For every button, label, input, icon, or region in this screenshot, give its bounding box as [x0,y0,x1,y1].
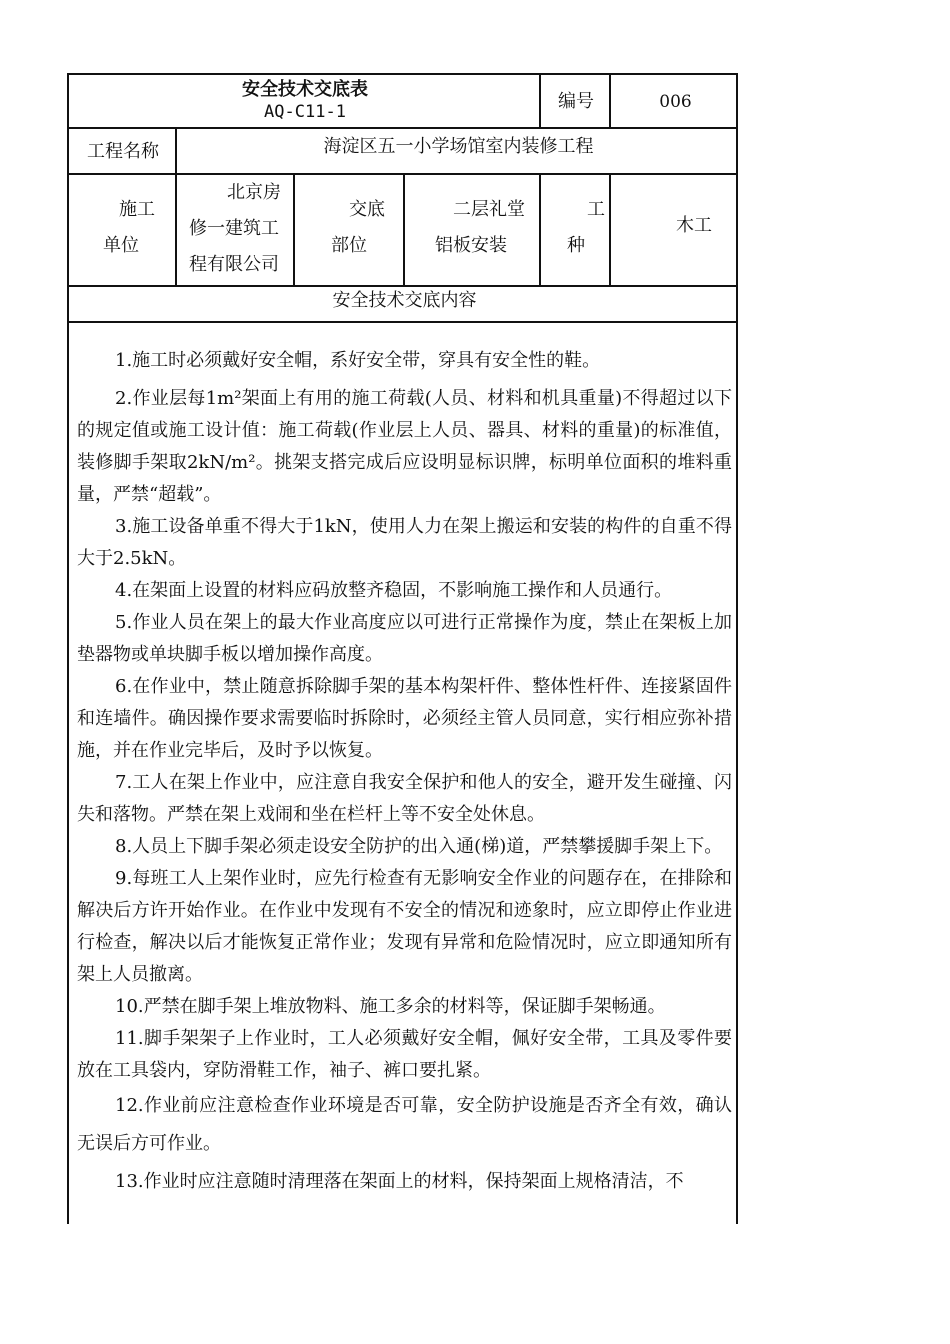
content-item: 11.脚手架架子上作业时，工人必须戴好安全帽，佩好安全带，工具及零件要放在工具袋内，穿防滑鞋工作，袖子、裤口要扎紧。 [77,1028,732,1081]
value-line: 北京房 [227,182,281,203]
content-item: 13.作业时应注意随时清理落在架面上的材料，保持架面上规格清洁，不 [115,1171,684,1192]
label-line: 单位 [103,235,139,256]
content-item: 9.每班工人上架作业时，应先行检查有无影响安全作业的问题存在，在排除和解决后方许开始作业。在作业中发现有不安全的情况和迹象时，应立即停止作业进行检查，解决以后才能恢复正常作业；发现有异常和危险情况时，应立即通知所有架上人员撤离。 [77,868,732,985]
content-item: 6.在作业中，禁止随意拆除脚手架的基本构架杆件、整体性杆件、连接紧固件和连墙件。确因操作要求需要临时拆除时，必须经主管人员同意，实行相应弥补措施，并在作业完毕后，及时予以恢复。 [77,676,732,761]
work-type-label [541,175,611,287]
label-line: 施工 [119,199,155,220]
content-item: 12.作业前应注意检查作业环境是否可靠，安全防护设施是否齐全有效，确认无误后方可作业。 [77,1095,732,1154]
content-item: 2.作业层每1m²架面上有用的施工荷载(人员、材料和机具重量)不得超过以下的规定值或施工设计值：施工荷载(作业层上人员、器具、材料的重量)的标准值，装修脚手架取2kN/m²。挑架支搭完成后应设明显标识牌，标明单位面积的堆料重量，严禁“超载”。 [77,388,732,505]
content-item: 1.施工时必须戴好安全帽，系好安全带，穿具有安全性的鞋。 [115,350,601,371]
construction-unit-value [177,175,295,287]
value-line: 程有限公司 [189,254,279,275]
briefing-part-value [405,175,541,287]
content-body [77,345,732,1198]
value-line: 铝板安装 [435,235,507,256]
form-title [69,75,541,129]
project-name-value: 海淀区五一小学场馆室内装修工程 [323,136,594,157]
safety-briefing-form [67,73,738,1224]
content-item: 7.工人在架上作业中，应注意自我安全保护和他人的安全，避开发生碰撞、闪失和落物。严禁在架上戏闹和坐在栏杆上等不安全处休息。 [77,772,732,825]
project-name-label: 工程名称 [87,141,159,162]
content-item: 4.在架面上设置的材料应码放整齐稳固，不影响施工操作和人员通行。 [115,580,673,601]
label-line: 工 [587,199,605,220]
content-item: 8.人员上下脚手架必须走设安全防护的出入通(梯)道，严禁攀援脚手架上下。 [115,836,723,857]
construction-unit-label [69,175,177,287]
number-value: 006 [659,92,692,112]
number-label: 编号 [558,91,594,112]
content-item: 5.作业人员在架上的最大作业高度应以可进行正常操作为度，禁止在架板上加垫器物或单块脚手板以增加操作高度。 [77,612,732,665]
label-line: 交底 [349,199,385,220]
value-line: 二层礼堂 [453,199,525,220]
form-title-text: 安全技术交底表 [242,79,368,100]
label-line: 种 [567,235,585,256]
value-line: 修一建筑工 [189,218,279,239]
form-code: AQ-C11-1 [264,102,346,122]
work-type-value: 木工 [676,215,712,236]
content-item: 10.严禁在脚手架上堆放物料、施工多余的材料等，保证脚手架畅通。 [115,996,666,1017]
content-heading: 安全技术交底内容 [332,290,477,311]
label-line: 部位 [331,235,367,256]
content-item: 3.施工设备单重不得大于1kN，使用人力在架上搬运和安装的构件的自重不得大于2.5kN。 [77,516,732,569]
briefing-part-label [295,175,405,287]
